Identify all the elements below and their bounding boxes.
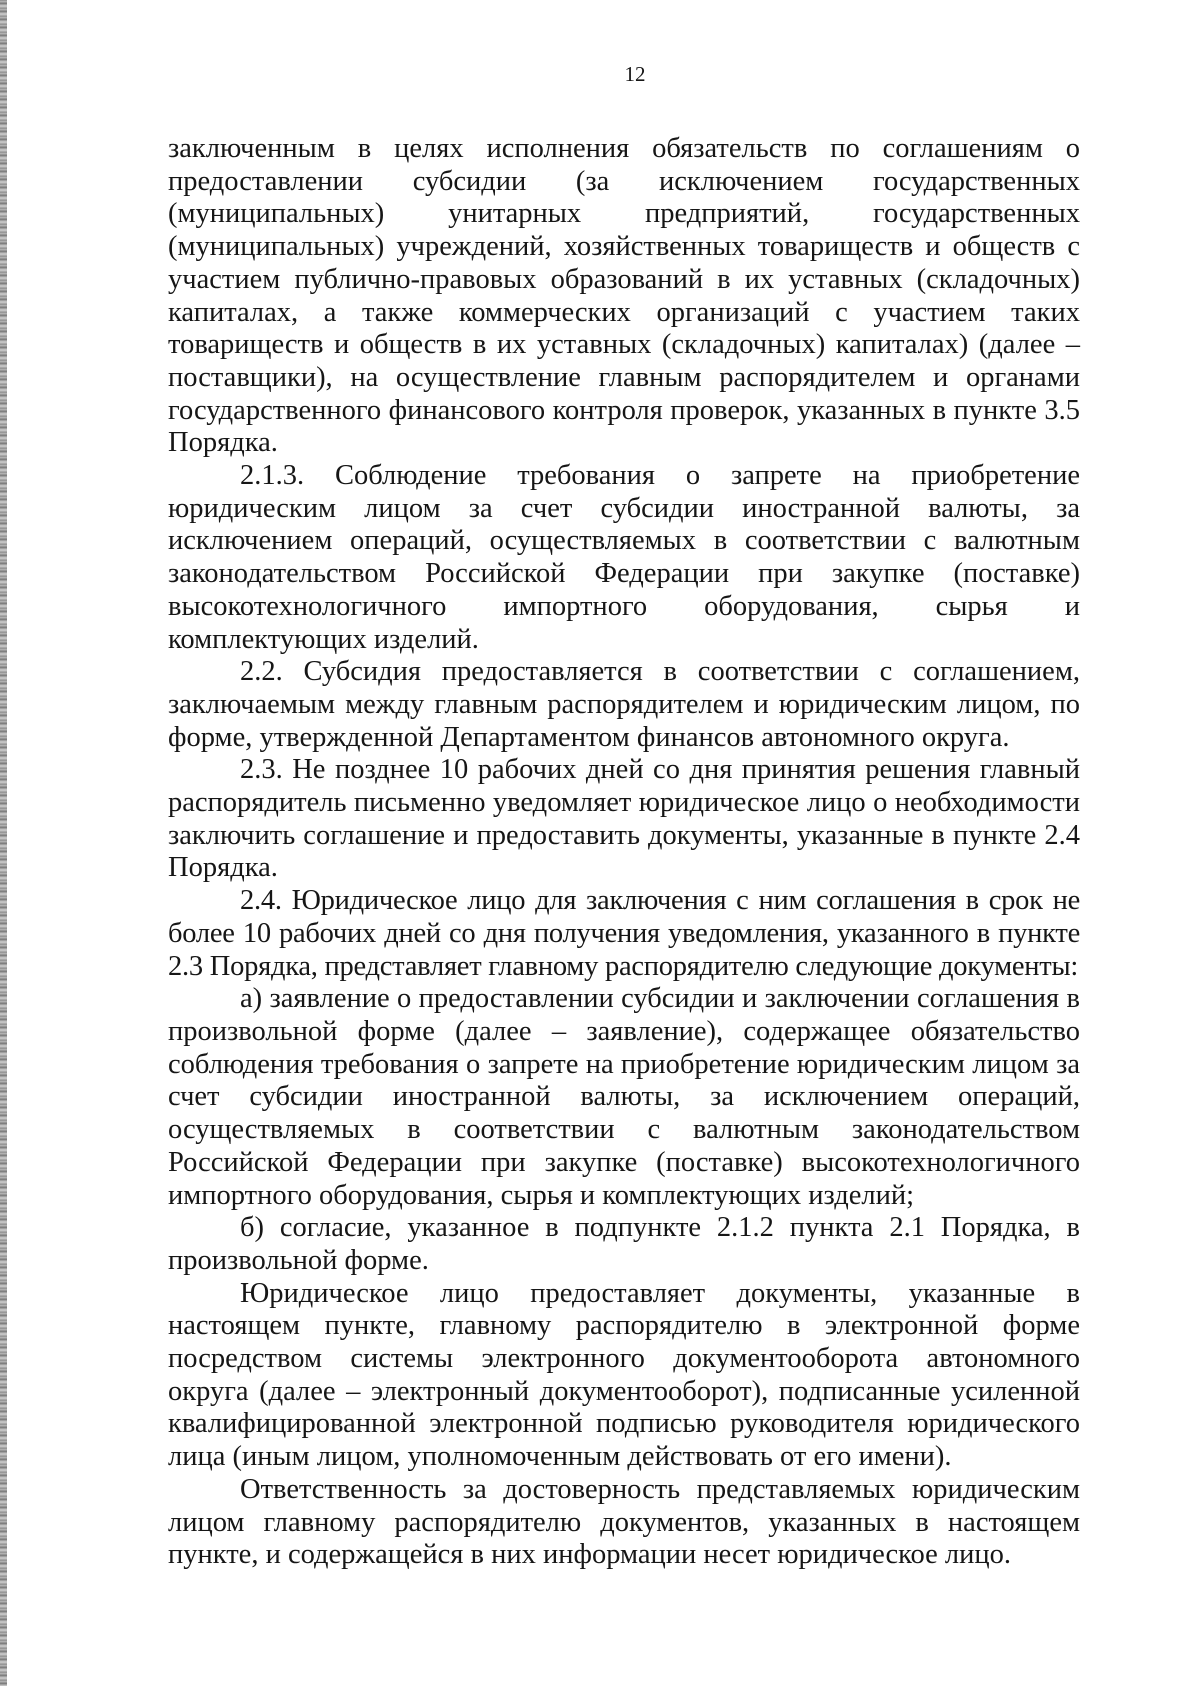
paragraph-2-3: 2.3. Не позднее 10 рабочих дней со дня принятия решения главный распорядитель письменно уведомляет юридическое лицо о необходимости заключить соглашение и предоставить документы, указанные в пункте 2.4 Порядка.: [168, 754, 1080, 884]
paragraph-continuation: заключенным в целях исполнения обязательств по соглашениям о предоставлении субсидии (за исключением государственных (муниципальных) унитарных предприятий, государственных (муниципальных) учреждений, хозяйственных товариществ и обществ с участием публично-правовых образований в их уставных (складочных) капиталах, а также коммерческих организаций с участием таких товариществ и обществ в их уставных (складочных) капиталах) (далее – поставщики), на осуществление главным распорядителем и органами государственного финансового контроля проверок, указанных в пункте 3.5 Порядка.: [168, 133, 1080, 459]
paragraph-2-2: 2.2. Субсидия предоставляется в соответствии с соглашением, заключаемым между главным распорядителем и юридическим лицом, по форме, утвержденной Департаментом финансов автономного округа.: [168, 656, 1080, 753]
paragraph-2-4-item-b: б) согласие, указанное в подпункте 2.1.2 пункта 2.1 Порядка, в произвольной форме.: [168, 1212, 1080, 1276]
paragraph-responsibility: Ответственность за достоверность представляемых юридическим лицом главному распорядителю документов, указанных в настоящем пункте, и содержащейся в них информации несет юридическое лицо.: [168, 1473, 1080, 1571]
paragraph-2-1-3: 2.1.3. Соблюдение требования о запрете на приобретение юридическим лицом за счет субсидии иностранной валюты, за исключением операций, осуществляемых в соответствии с валютным законодательством Российской Федерации при закупке (поставке) высокотехнологичного импортного оборудования, сырья и комплектующих изделий.: [168, 460, 1080, 655]
scan-edge-decoration: [0, 0, 7, 1686]
paragraph-2-4: 2.4. Юридическое лицо для заключения с ним соглашения в срок не более 10 рабочих дней со дня получения уведомления, указанного в пункте 2.3 Порядка, представляет главному распорядителю следующие документы:: [168, 885, 1080, 982]
document-body: [168, 133, 1080, 1572]
paragraph-2-4-item-a: а) заявление о предоставлении субсидии и заключении соглашения в произвольной форме (далее – заявление), содержащее обязательство соблюдения требования о запрете на приобретение юридическим лицом за счет субсидии иностранной валюты, за исключением операций, осуществляемых в соответствии с валютным законодательством Российской Федерации при закупке (поставке) высокотехнологичного импортного оборудования, сырья и комплектующих изделий;: [168, 983, 1080, 1211]
page-number: 12: [624, 62, 646, 86]
paragraph-submission: Юридическое лицо предоставляет документы, указанные в настоящем пункте, главному распорядителю в электронной форме посредством системы электронного документооборота автономного округа (далее – электронный документооборот), подписанные усиленной квалифицированной электронной подписью руководителя юридического лица (иным лицом, уполномоченным действовать от его имени).: [168, 1277, 1080, 1473]
